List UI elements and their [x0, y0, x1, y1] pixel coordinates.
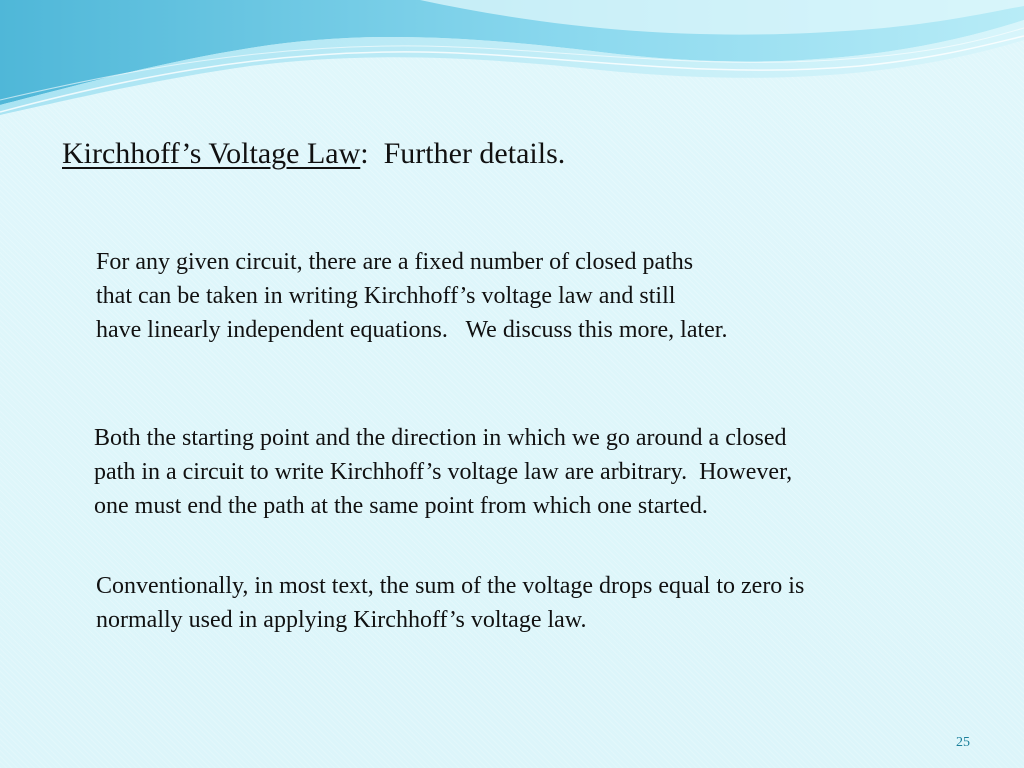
- paragraph-line: For any given circuit, there are a fixed number of closed paths: [96, 249, 694, 275]
- paragraph-line: Conventionally, in most text, the sum of the voltage drops equal to zero is: [96, 573, 805, 599]
- slide-number: 25: [956, 735, 970, 750]
- slide-title: [62, 134, 565, 174]
- header-wave-decoration: [0, 0, 1024, 130]
- title-rest-text: : Further details.: [360, 137, 566, 170]
- paragraph-line: have linearly independent equations. We discuss this more, later.: [96, 317, 728, 343]
- paragraph-line: path in a circuit to write Kirchhoff’s voltage law are arbitrary. However,: [94, 459, 793, 485]
- paragraph-closed-paths: [96, 245, 727, 347]
- paragraph-line: normally used in applying Kirchhoff’s voltage law.: [96, 607, 587, 633]
- title-underlined-text: Kirchhoff’s Voltage Law: [62, 137, 361, 170]
- paragraph-conventionally: [96, 569, 804, 637]
- paragraph-line: Both the starting point and the direction in which we go around a closed: [94, 425, 787, 451]
- paragraph-line: one must end the path at the same point from which one started.: [94, 493, 708, 519]
- paragraph-starting-point: [94, 421, 792, 523]
- paragraph-line: that can be taken in writing Kirchhoff’s voltage law and still: [96, 283, 676, 309]
